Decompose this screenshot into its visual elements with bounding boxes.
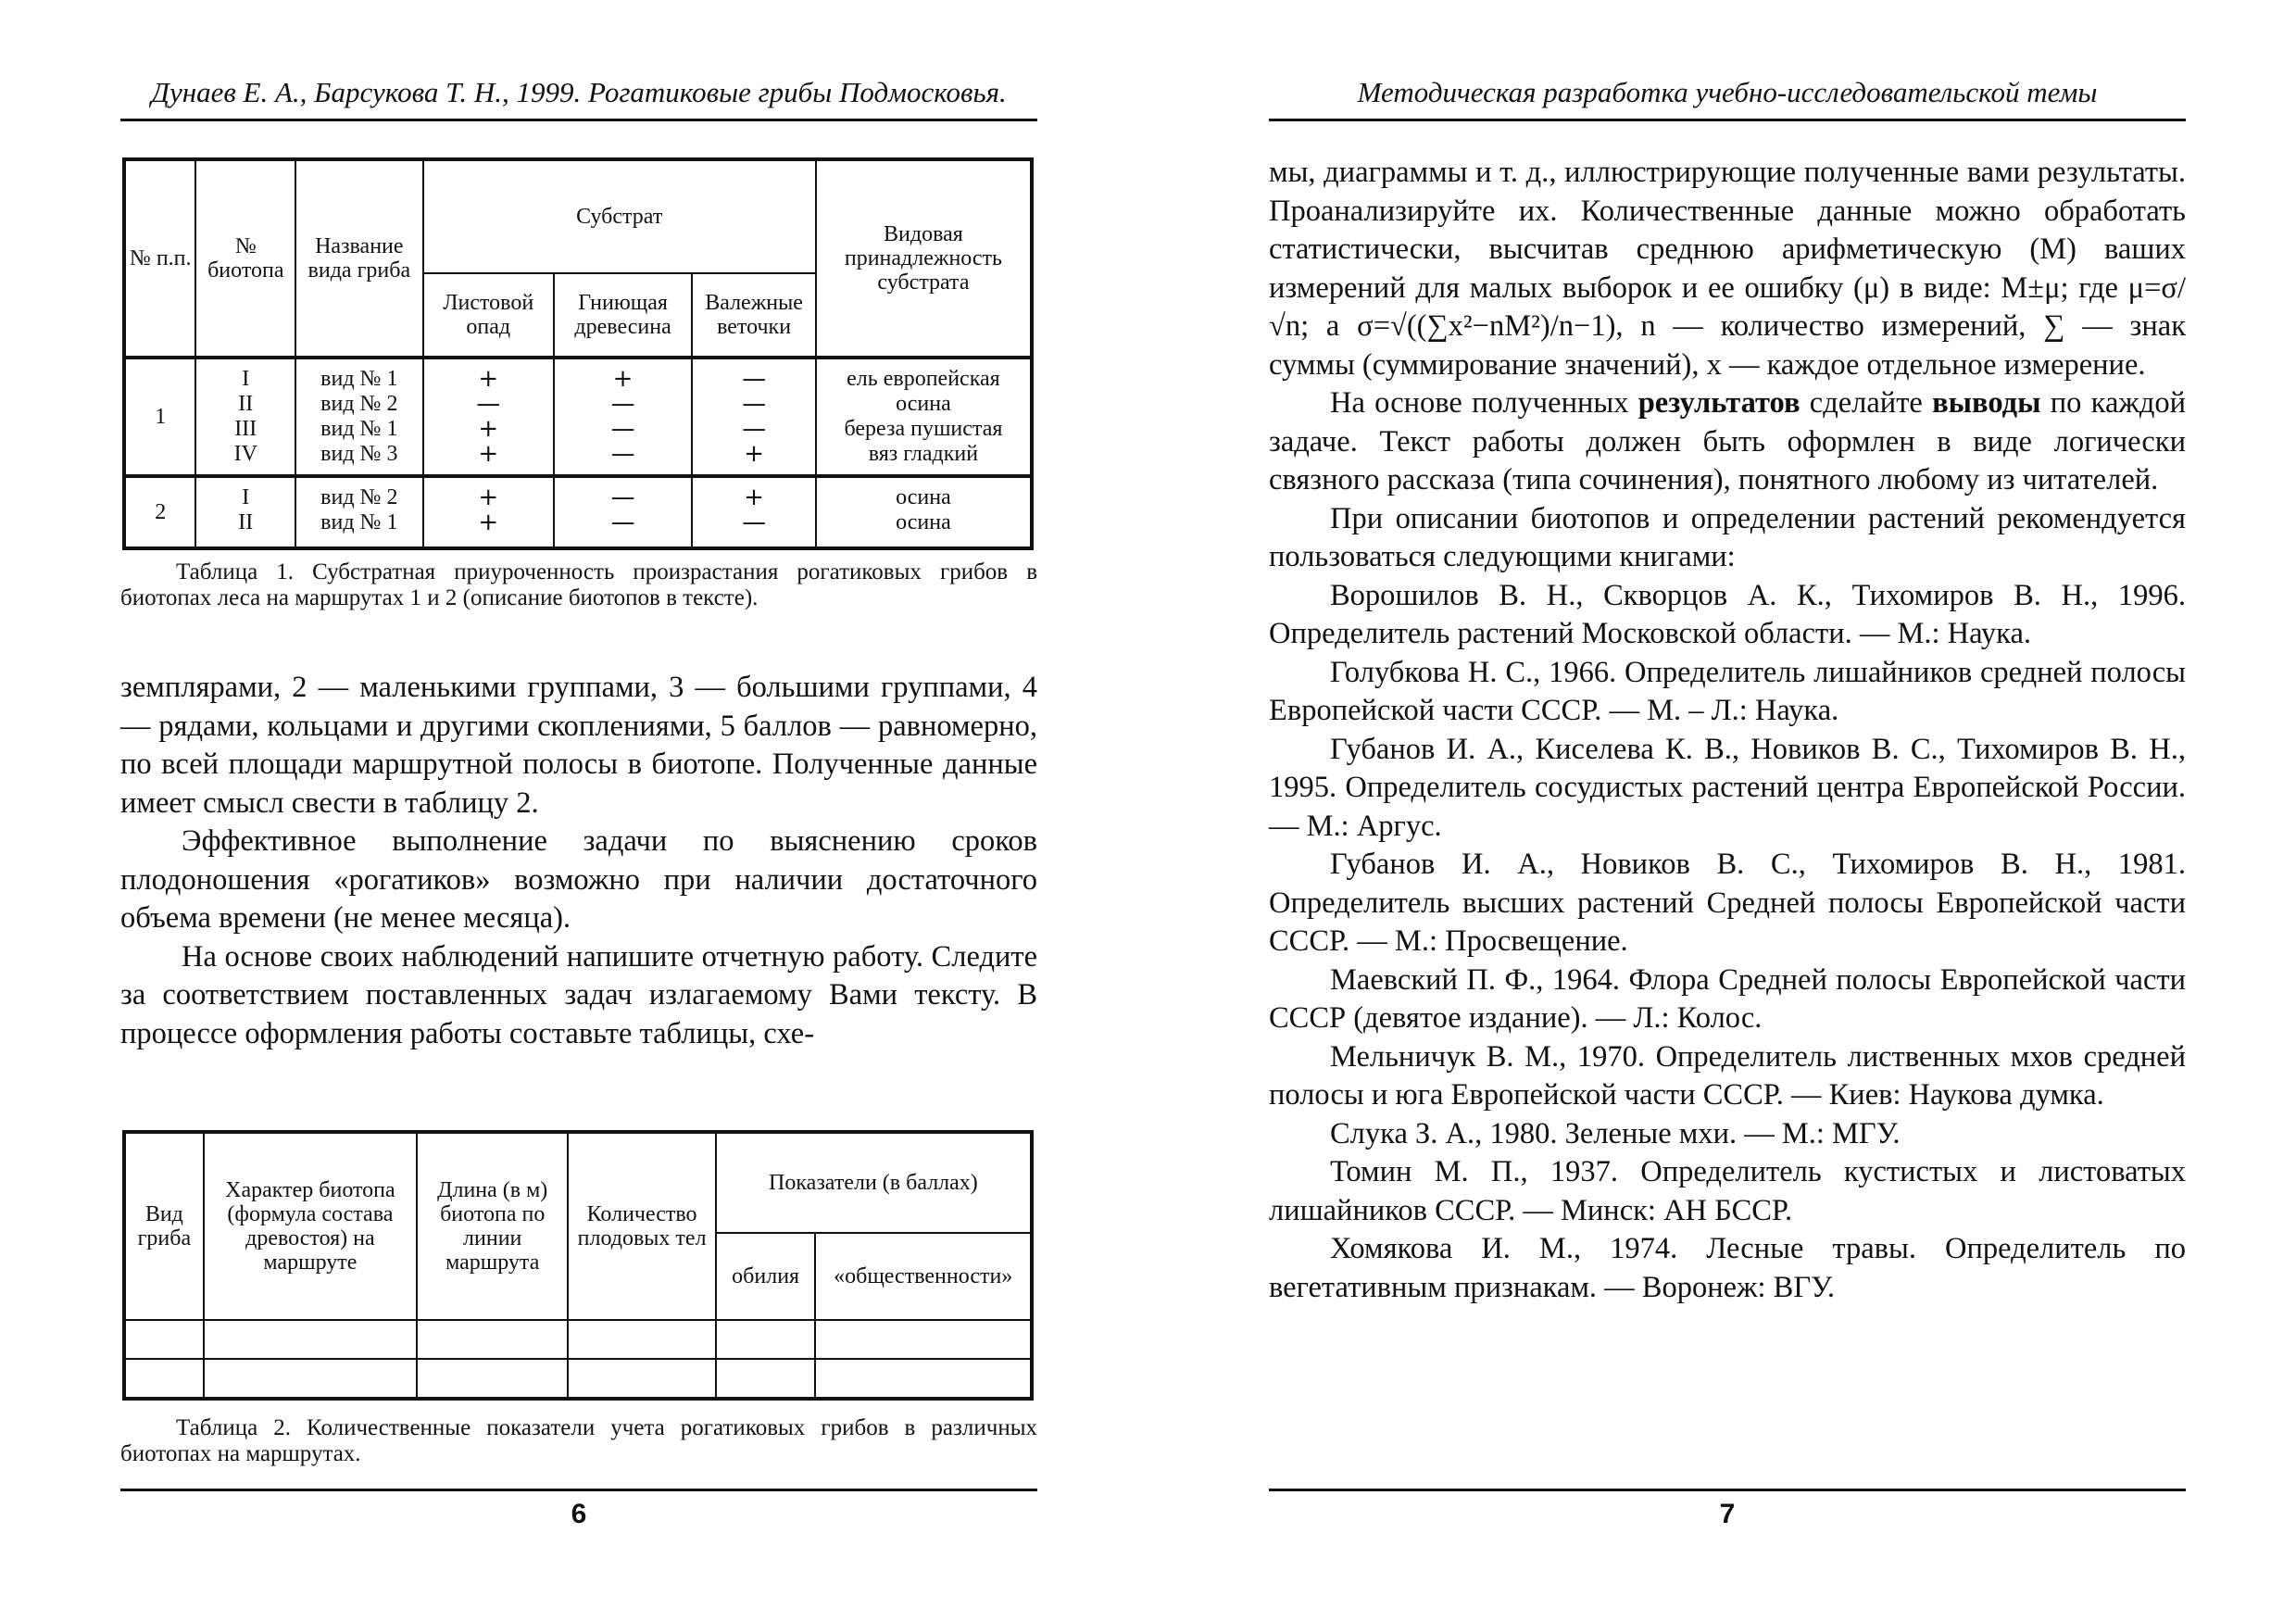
t1-header-species: Название вида гриба	[295, 159, 422, 358]
table2-caption: Таблица 2. Количественные показатели учета рогатиковых грибов в различных биотопах на маршрутах.	[120, 1415, 1037, 1466]
left-header-rule	[120, 119, 1037, 121]
reference-item: Слука З. А., 1980. Зеленые мхи. — М.: МГУ.	[1330, 1116, 1901, 1150]
t1-wood-marks: + — — —	[554, 358, 692, 476]
reference-item: Губанов И. А., Киселева К. В., Новиков В. С., Тихомиров В. Н., 1995. Определитель сосудистых растений центра Европейской России. — М.: Аргус.	[1269, 732, 2186, 843]
t1-subheader-twigs: Валежные веточки	[692, 273, 816, 358]
left-body-text	[120, 669, 1037, 1053]
paragraph: На основе полученных результатов сделайте выводы по каждой задаче. Текст работы должен быть оформлен в виде логически связного рассказа (типа сочинения), понятного любому из читателей.	[1269, 386, 2186, 496]
t1-species: вид № 2 вид № 1	[295, 476, 422, 548]
t2-subheader-sociality: «общественности»	[815, 1233, 1032, 1320]
paragraph: На основе своих наблюдений напишите отчетную работу. Следите за соответствием поставленных задач излагаемому Вами тексту. В процессе оформления работы составьте таблицы, схе-	[120, 939, 1037, 1050]
reference-item: Хомякова И. М., 1974. Лесные травы. Определитель по вегетативным признакам. — Воронеж: ВГУ.	[1269, 1232, 2186, 1304]
table1-caption: Таблица 1. Субстратная приуроченность произрастания рогатиковых грибов в биотопах леса на маршрутах 1 и 2 (описание биотопов в тексте).	[120, 559, 1037, 610]
right-footer-rule	[1269, 1489, 2186, 1491]
t1-litter-marks: + — + +	[423, 358, 554, 476]
left-running-header: Дунаев Е. А., Барсукова Т. Н., 1999. Рогатиковые грибы Подмосковья.	[151, 76, 1007, 108]
t1-twigs-marks: — — — +	[692, 358, 816, 476]
t1-subheader-wood: Гниющая древесина	[554, 273, 692, 358]
t2-header-biotope: Характер биотопа (формула состава древостоя) на маршруте	[204, 1132, 417, 1320]
left-footer-rule	[120, 1489, 1037, 1491]
t1-header-substrate: Субстрат	[423, 159, 816, 273]
t1-biotopes: I II	[195, 476, 295, 548]
reference-item: Голубкова Н. С., 1966. Определитель лишайников средней полосы Европейской части СССР. — М. – Л.: Наука.	[1269, 655, 2186, 727]
t1-row-no: 1	[124, 358, 195, 476]
t1-biotopes: I II III IV	[195, 358, 295, 476]
bold-conclusions: выводы	[1932, 386, 2041, 420]
left-page	[120, 0, 1037, 1621]
t1-twigs-marks: + —	[692, 476, 816, 548]
t1-header-biotope: № биотопа	[195, 159, 295, 358]
paragraph: земплярами, 2 — маленькими группами, 3 — большими группами, 4 — рядами, кольцами и другими скоплениями, 5 баллов — равномерно, по всей площади маршрутной полосы в биотопе. Полученные данные имеет смысл свести в таблицу 2.	[120, 671, 1037, 820]
table-row	[124, 1320, 1032, 1359]
table-row	[124, 476, 1032, 548]
t1-header-no: № п.п.	[124, 159, 195, 358]
right-running-header: Методическая разработка учебно-исследовательской темы	[1357, 76, 2098, 108]
quantitative-table	[122, 1130, 1034, 1401]
reference-item: Губанов И. А., Новиков В. С., Тихомиров В. Н., 1981. Определитель высших растений Средней полосы Европейской части СССР. — М.: Просвещение.	[1269, 848, 2186, 958]
paragraph: мы, диаграммы и т. д., иллюстрирующие полученные вами результаты. Проанализируйте их. Количественные данные можно обработать статистически, высчитав среднюю арифметическую (М) ваших измерений для малых выборок и ее ошибку (μ) в виде: М±μ; где μ=σ/√n; а σ=√((∑x²−nM²)/n−1), n — количество измерений, ∑ — знак суммы (суммирование значений), х — каждое отдельное измерение.	[1269, 156, 2186, 382]
t1-substrate-species: осина осина	[816, 476, 1032, 548]
t1-row-no: 2	[124, 476, 195, 548]
t1-header-specific: Видовая принадлежность субстрата	[816, 159, 1032, 358]
substrate-table	[122, 157, 1034, 550]
paragraph: Эффективное выполнение задачи по выяснению сроков плодоношения «рогатиков» возможно при наличии достаточного объема времени (не менее месяца).	[120, 824, 1037, 935]
t1-species: вид № 1 вид № 2 вид № 1 вид № 3	[295, 358, 422, 476]
t1-substrate-species: ель европейская осина береза пушистая вяз гладкий	[816, 358, 1032, 476]
t2-subheader-abundance: обилия	[716, 1233, 816, 1320]
bold-results: результатов	[1637, 386, 1800, 420]
reference-item: Ворошилов В. Н., Скворцов А. К., Тихомиров В. Н., 1996. Определитель растений Московской области. — М.: Наука.	[1269, 578, 2186, 650]
right-page	[1269, 0, 2186, 1621]
t2-header-length: Длина (в м) биотопа по линии маршрута	[417, 1132, 568, 1320]
paragraph: При описании биотопов и определении растений рекомендуется пользоваться следующими книгами:	[1269, 501, 2186, 573]
t1-subheader-litter: Листовой опад	[423, 273, 554, 358]
page-number: 7	[1719, 1499, 1736, 1529]
reference-item: Томин М. П., 1937. Определитель кустистых и листоватых лишайников СССР. — Минск: АН БССР.	[1269, 1155, 2186, 1227]
table-row	[124, 1359, 1032, 1399]
t2-header-species: Вид гриба	[124, 1132, 204, 1320]
t2-header-count: Количество плодовых тел	[568, 1132, 716, 1320]
t1-wood-marks: — —	[554, 476, 692, 548]
table-row	[124, 358, 1032, 476]
reference-item: Маевский П. Ф., 1964. Флора Средней полосы Европейской части СССР (девятое издание). — Л.: Колос.	[1269, 962, 2186, 1035]
page-number: 6	[571, 1499, 587, 1529]
reference-item: Мельничук В. М., 1970. Определитель лиственных мхов средней полосы и юга Европейской части СССР. — Киев: Наукова думка.	[1269, 1039, 2186, 1112]
t1-litter-marks: + +	[423, 476, 554, 548]
t2-header-indicators: Показатели (в баллах)	[716, 1132, 1032, 1233]
right-body-text	[1269, 154, 2186, 1307]
right-header-rule	[1269, 119, 2186, 121]
